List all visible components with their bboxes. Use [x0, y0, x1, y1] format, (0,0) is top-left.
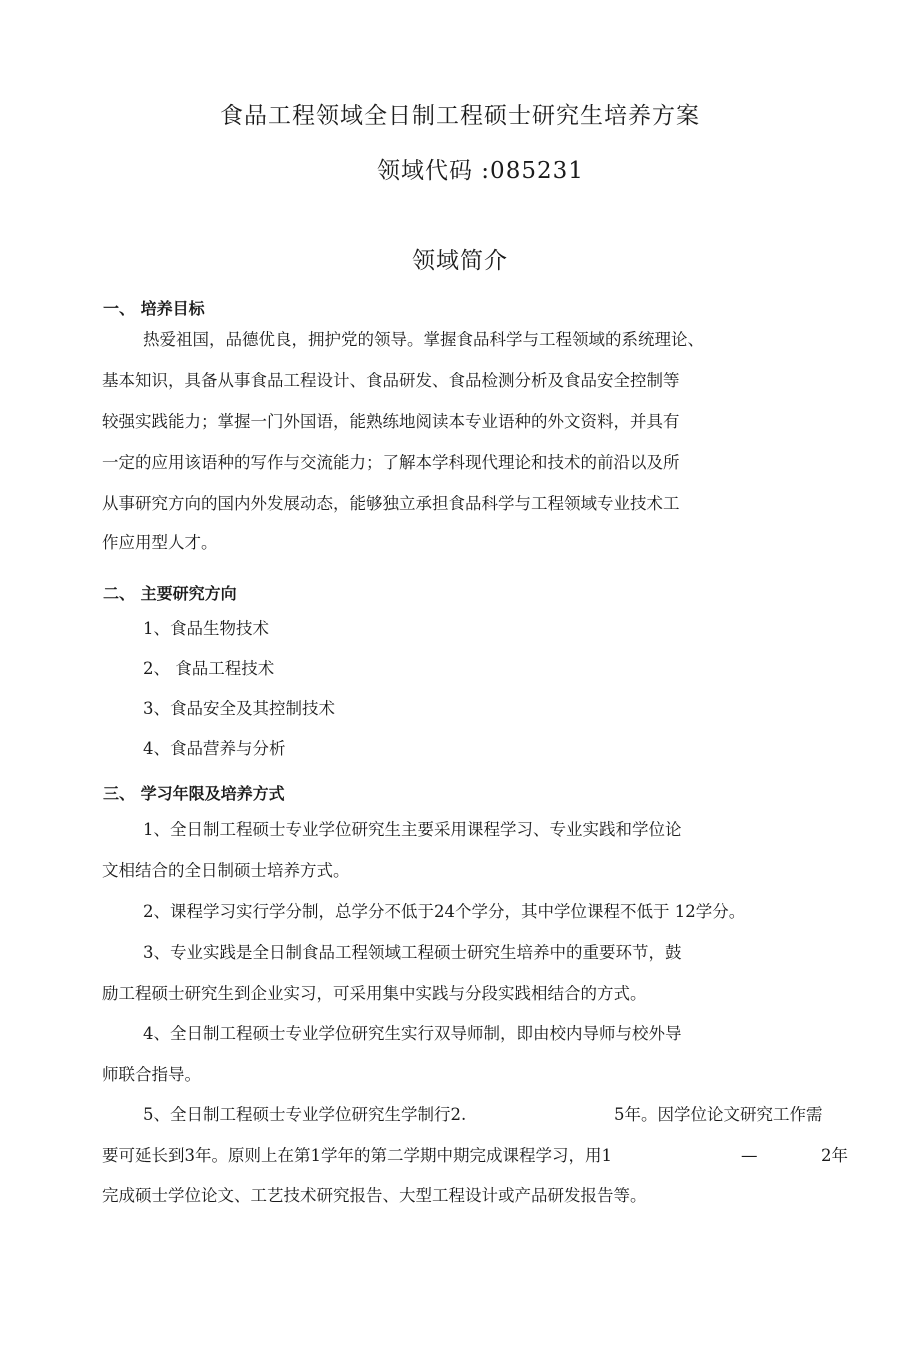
paragraph-line: 作应用型人才。 — [102, 533, 218, 552]
list-item: 4、食品营养与分析 — [143, 739, 286, 758]
paragraph-line: 完成硕士学位论文、工艺技术研究报告、大型工程设计或产品研发报告等。 — [102, 1186, 647, 1205]
paragraph-line: 一定的应用该语种的写作与交流能力；了解本学科现代理论和技术的前沿以及所 — [102, 453, 680, 472]
document-title: 食品工程领域全日制工程硕士研究生培养方案 — [220, 103, 700, 129]
paragraph-line: 从事研究方向的国内外发展动态，能够独立承担食品科学与工程领域专业技术工 — [102, 494, 680, 513]
section-heading-research-directions: 二、 主要研究方向 — [103, 584, 237, 603]
intro-heading: 领域简介 — [412, 248, 508, 274]
section-heading-duration-and-mode: 三、 学习年限及培养方式 — [103, 784, 285, 803]
paragraph-line-segment: 5、全日制工程硕士专业学位研究生学制行2. — [143, 1105, 467, 1124]
paragraph-line: 励工程硕士研究生到企业实习，可采用集中实践与分段实践相结合的方式。 — [102, 984, 647, 1003]
paragraph-line: 4、全日制工程硕士专业学位研究生实行双导师制，即由校内导师与校外导 — [143, 1024, 682, 1043]
list-item: 2、 食品工程技术 — [143, 659, 275, 678]
field-code: 领域代码 :085231 — [377, 158, 584, 184]
paragraph-line: 3、专业实践是全日制食品工程领域工程硕士研究生培养中的重要环节，鼓 — [143, 943, 682, 962]
section-heading-objectives: 一、 培养目标 — [103, 299, 205, 318]
paragraph-line: 热爱祖国，品德优良，拥护党的领导。掌握食品科学与工程领域的系统理论、 — [143, 330, 704, 349]
paragraph-line: 基本知识，具备从事食品工程设计、食品研发、食品检测分析及食品安全控制等 — [102, 371, 680, 390]
paragraph-line-segment: 要可延长到3年。原则上在第1学年的第二学期中期完成课程学习，用1 — [102, 1146, 612, 1165]
paragraph-line-segment: 5年。因学位论文研究工作需 — [614, 1105, 823, 1124]
paragraph-line: 师联合指导。 — [102, 1065, 201, 1084]
paragraph-line: 1、全日制工程硕士专业学位研究生主要采用课程学习、专业实践和学位论 — [143, 820, 682, 839]
paragraph-line: 文相结合的全日制硕士培养方式。 — [102, 861, 350, 880]
paragraph-line-segment: 2年 — [821, 1146, 848, 1165]
list-item: 3、食品安全及其控制技术 — [143, 699, 335, 718]
list-item: 1、食品生物技术 — [143, 619, 269, 638]
paragraph-line: 较强实践能力；掌握一门外国语，能熟练地阅读本专业语种的外文资料，并具有 — [102, 412, 680, 431]
paragraph-line: 2、课程学习实行学分制，总学分不低于24个学分，其中学位课程不低于 12学分。 — [143, 902, 746, 921]
em-dash: — — [741, 1146, 758, 1165]
